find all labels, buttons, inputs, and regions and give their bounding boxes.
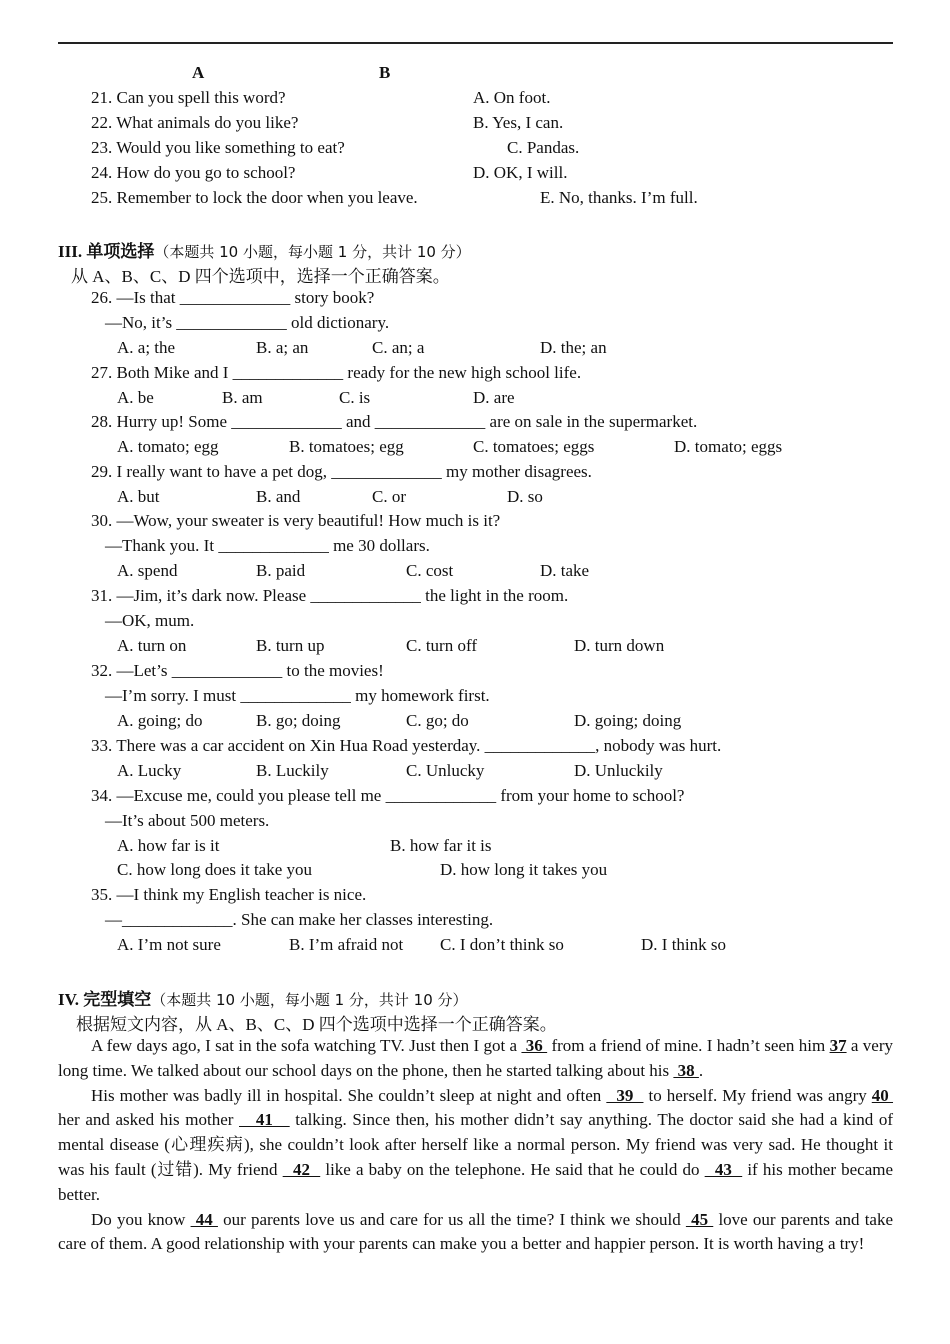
option: C. how long does it take you: [117, 860, 313, 879]
option: A. turn on: [117, 636, 187, 655]
matching-question: 21. Can you spell this word?: [91, 88, 286, 107]
blank-42: 42: [282, 1159, 321, 1179]
question-26: 26. —Is that _____________ story book?: [91, 288, 375, 307]
option: B. am: [222, 388, 263, 407]
question-35: 35. —I think my English teacher is nice.: [91, 885, 367, 904]
section3-title: III. 单项选择: [58, 242, 155, 261]
section4-heading: [58, 985, 468, 1010]
section4-title: IV. 完型填空: [58, 990, 152, 1009]
option: D. the; an: [540, 338, 607, 357]
option: B. Luckily: [256, 761, 329, 780]
option: B. go; doing: [256, 711, 341, 730]
question-28: 28. Hurry up! Some _____________ and _____________ are on sale in the supermarket.: [91, 412, 698, 431]
question-31-reply: —OK, mum.: [105, 611, 195, 630]
option: D. tomato; eggs: [674, 437, 783, 456]
passage-text: like a baby on the telephone. He said that he could do: [320, 1159, 705, 1179]
matching-question: 23. Would you like something to eat?: [91, 138, 345, 157]
section4-note: （本题共 10 小题，每小题 1 分，共计 10 分）: [151, 991, 468, 1009]
passage-text: Do you know: [91, 1209, 191, 1229]
option: D. Unluckily: [574, 761, 663, 780]
matching-answer: B. Yes, I can.: [473, 113, 564, 132]
option: A. be: [117, 388, 154, 407]
question-35-reply: —_____________. She can make her classes interesting.: [105, 910, 494, 929]
passage-text: talking. Since then, his mother didn’t say anything. The doctor said she had a kind of mental disease (心理疾病), she couldn’t look after herself like a normal person. My friend was very sad. He thought it was his fault (过错). My friend: [58, 1110, 893, 1179]
passage-text: from a friend of mine. I hadn’t seen him: [547, 1036, 830, 1055]
option: B. turn up: [256, 636, 325, 655]
blank-39: 39: [606, 1085, 644, 1105]
matching-answer: C. Pandas.: [507, 138, 580, 157]
matching-answer: E. No, thanks. I’m full.: [540, 188, 698, 207]
question-32-reply: —I’m sorry. I must _____________ my homework first.: [105, 686, 490, 705]
question-34-reply: —It’s about 500 meters.: [105, 811, 270, 830]
blank-38: 38: [673, 1060, 699, 1080]
blank-45: 45: [685, 1209, 714, 1229]
option: D. how long it takes you: [440, 860, 608, 879]
option: A. a; the: [117, 338, 176, 357]
blank-41: 41: [239, 1110, 290, 1130]
option: A. going; do: [117, 711, 203, 730]
passage-text: love our parents and take care of them. A good relationship with your parents can make you a better and happier person. It is worth having a try!: [58, 1209, 894, 1254]
question-29: 29. I really want to have a pet dog, _____________ my mother disagrees.: [91, 462, 592, 481]
option: A. but: [117, 487, 160, 506]
option: D. so: [507, 487, 543, 506]
blank-44: 44: [190, 1209, 218, 1229]
option: C. go; do: [406, 711, 469, 730]
blank-37: 37: [829, 1036, 847, 1055]
passage-text: His mother was badly ill in hospital. She couldn’t sleep at night and often: [91, 1085, 607, 1105]
passage-paragraph: [58, 1084, 893, 1208]
option: C. turn off: [406, 636, 477, 655]
question-26-reply: —No, it’s _____________ old dictionary.: [105, 313, 390, 332]
column-a-header: A: [192, 63, 205, 82]
cloze-passage: [58, 1034, 893, 1257]
question-32: 32. —Let’s _____________ to the movies!: [91, 661, 384, 680]
option: C. or: [372, 487, 406, 506]
question-30-reply: —Thank you. It _____________ me 30 dollars.: [105, 536, 430, 555]
top-rule: [58, 42, 893, 44]
matching-question: 22. What animals do you like?: [91, 113, 299, 132]
option: C. an; a: [372, 338, 425, 357]
matching-question: 24. How do you go to school?: [91, 163, 296, 182]
option: B. how far it is: [390, 836, 492, 855]
option: D. turn down: [574, 636, 665, 655]
option: C. cost: [406, 561, 454, 580]
option: B. paid: [256, 561, 306, 580]
blank-36: 36: [521, 1036, 548, 1055]
option: A. spend: [117, 561, 178, 580]
passage-text: A few days ago, I sat in the sofa watching TV. Just then I got a: [91, 1036, 522, 1055]
option: A. Lucky: [117, 761, 182, 780]
passage-text: our parents love us and care for us all the time? I think we should: [217, 1209, 686, 1229]
question-33: 33. There was a car accident on Xin Hua Road yesterday. _____________, nobody was hurt.: [91, 736, 722, 755]
question-31: 31. —Jim, it’s dark now. Please _____________ the light in the room.: [91, 586, 569, 605]
passage-text: .: [698, 1060, 704, 1080]
matching-question: 25. Remember to lock the door when you leave.: [91, 188, 418, 207]
option: B. a; an: [256, 338, 309, 357]
option: D. take: [540, 561, 590, 580]
passage-text: to herself. My friend was angry: [643, 1085, 872, 1105]
option: A. I’m not sure: [117, 935, 221, 954]
passage-text: a very long time. We talked about our school days on the phone, then he started talking about his: [58, 1036, 893, 1080]
passage-text: if his mother became better.: [58, 1159, 894, 1204]
option: D. are: [473, 388, 515, 407]
matching-answer: A. On foot.: [473, 88, 551, 107]
option: B. tomatoes; egg: [289, 437, 404, 456]
section3-note: （本题共 10 小题，每小题 1 分，共计 10 分）: [154, 243, 471, 261]
option: B. I’m afraid not: [289, 935, 404, 954]
blank-40: 40: [871, 1085, 894, 1105]
option: D. going; doing: [574, 711, 682, 730]
option: A. tomato; egg: [117, 437, 219, 456]
section3-instruction: 从 A、B、C、D 四个选项中，选择一个正确答案。: [71, 267, 450, 286]
section3-heading: [58, 237, 471, 262]
option: B. and: [256, 487, 301, 506]
option: C. Unlucky: [406, 761, 485, 780]
blank-43: 43: [704, 1159, 743, 1179]
passage-text: her and asked his mother: [58, 1110, 240, 1130]
option: C. I don’t think so: [440, 935, 564, 954]
option: C. tomatoes; eggs: [473, 437, 595, 456]
option: D. I think so: [641, 935, 726, 954]
option: C. is: [339, 388, 371, 407]
question-34: 34. —Excuse me, could you please tell me _____________ from your home to school?: [91, 786, 685, 805]
passage-paragraph: [58, 1208, 893, 1258]
section4-instruction: 根据短文内容，从 A、B、C、D 四个选项中选择一个正确答案。: [76, 1015, 557, 1034]
matching-answer: D. OK, I will.: [473, 163, 568, 182]
question-27: 27. Both Mike and I _____________ ready for the new high school life.: [91, 363, 582, 382]
column-b-header: B: [379, 63, 391, 82]
passage-paragraph: [58, 1034, 893, 1084]
question-30: 30. —Wow, your sweater is very beautiful! How much is it?: [91, 511, 501, 530]
option: A. how far is it: [117, 836, 220, 855]
